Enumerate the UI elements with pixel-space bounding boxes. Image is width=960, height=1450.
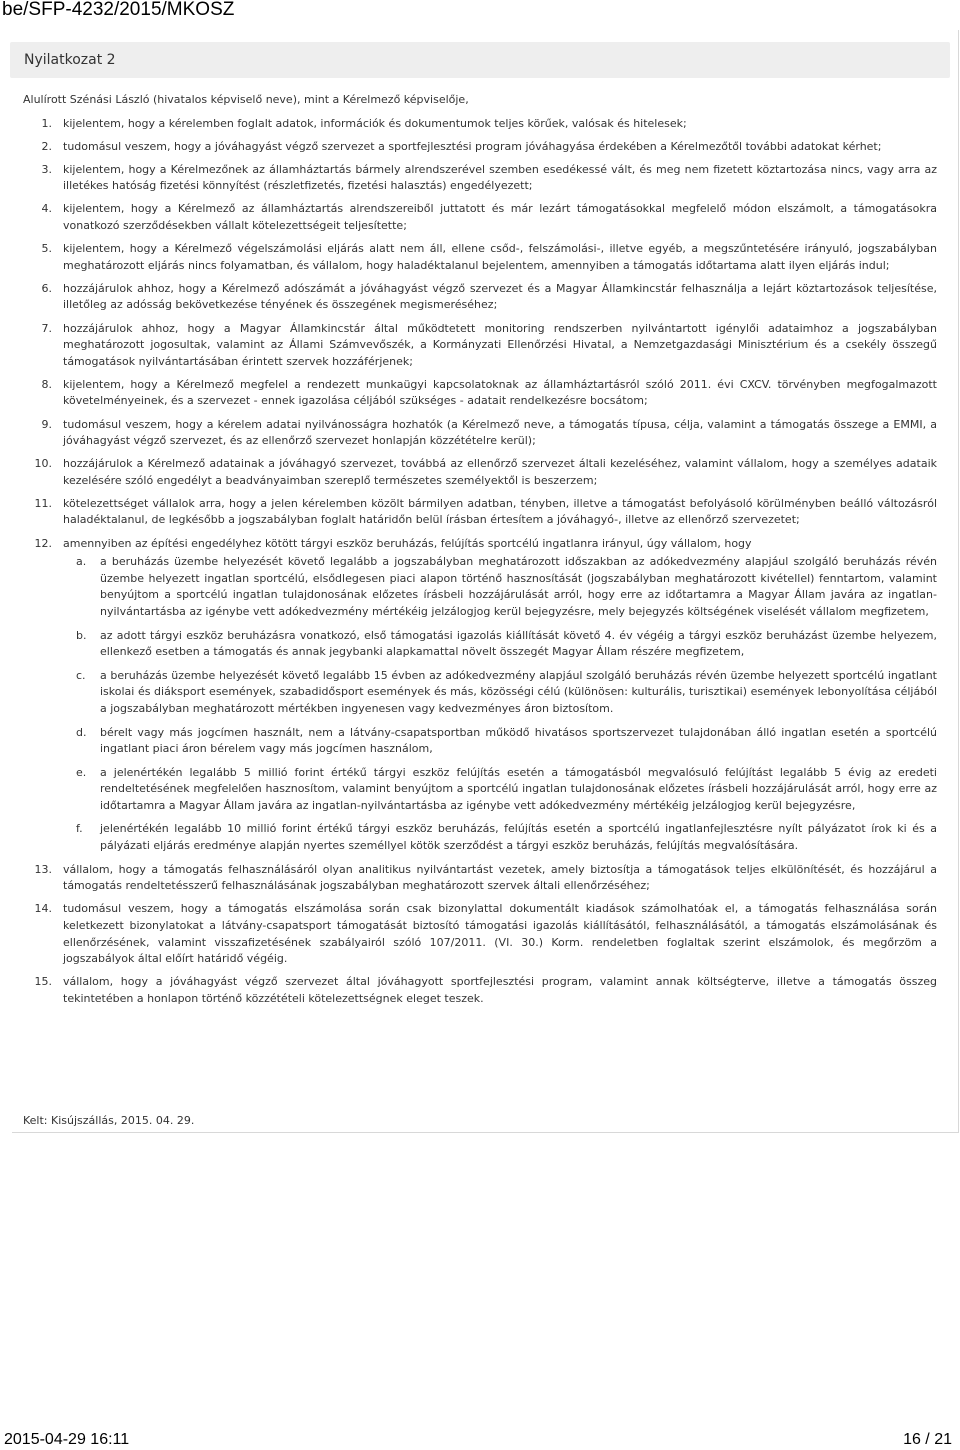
item-number: 10. — [34, 457, 52, 471]
sub-list-item — [63, 725, 937, 758]
item-text: tudomásul veszem, hogy a kérelem adatai nyilvánosságra hozhatók (a Kérelmező neve, a támogatás típusa, célja, valamint a támogatás összege a EMMI, a jóváhagyást végző szervezet, és az ellenőrző szervezet honlapján közzétételre kerül); — [63, 417, 937, 448]
list-item — [23, 116, 937, 133]
item-number: 1. — [41, 116, 52, 130]
list-item — [23, 139, 937, 156]
footer-timestamp: 2015-04-29 16:11 — [4, 1431, 130, 1448]
item-text: kijelentem, hogy a Kérelmező végelszámolási eljárás alatt nem áll, ellene csőd-, felszámolási-, illetve egyéb, a megszűntetésére irányuló, jogszabályban meghatározott eljárás nincs folyamatban, és vállalom, hogy haladéktalanul bejelentem, amennyiben a támogatás időtartama alatt ilyen eljárás indul; — [63, 242, 937, 272]
item-number: 6. — [41, 281, 52, 295]
sub-list — [63, 554, 937, 855]
item-text: hozzájárulok a Kérelmező adatainak a jóváhagyó szervezet, továbbá az ellenőrző szervezet általi kezeléséhez, valamint vállalom, hogy a személyes adataik kezelésére szóló engedélyt a beadványaimban szereplő természetes személyektől is beszerzem; — [63, 457, 937, 487]
sub-list-item — [63, 628, 937, 661]
sub-list-item — [63, 554, 937, 620]
intro-text: Alulírott Szénási László (hivatalos képviselő neve), mint a Kérelmező képviselője, — [23, 93, 469, 106]
sub-list-item — [63, 765, 937, 815]
sub-item-letter: d. — [76, 725, 87, 739]
list-item — [23, 456, 937, 489]
item-text: tudomásul veszem, hogy a jóváhagyást végző szervezet a sportfejlesztési program jóváhagyása érdekében a Kérelmezőtől további adatokat kérhet; — [63, 139, 882, 153]
item-number: 12. — [34, 536, 52, 550]
list-item — [23, 417, 937, 450]
signature-date: Kelt: Kisújszállás, 2015. 04. 29. — [23, 1114, 195, 1127]
list-item — [23, 901, 937, 967]
list-item — [23, 281, 937, 314]
sub-item-text: a beruházás üzembe helyezését követő legalább 15 évben az adókedvezmény alapjául szolgáló beruházás révén üzembe helyezett sportcélú ingatlant iskolai és diáksport események, szabadidősport események és más, közösségi célú (különösen: kulturális, turisztikai) események lebonyolítása céljából a jogszabályban meghatározott mértékben ingyenesen vagy kedvezményes áron biztosítom. — [100, 668, 937, 715]
item-number: 11. — [34, 496, 52, 510]
list-item — [23, 377, 937, 410]
item-number: 7. — [41, 321, 52, 335]
page-number: 16 / 21 — [903, 1431, 952, 1448]
list-item — [23, 162, 937, 195]
list-item — [23, 241, 937, 274]
declaration-body — [23, 92, 937, 1014]
item-number: 15. — [34, 975, 52, 989]
sub-item-letter: f. — [76, 822, 83, 836]
item-number: 2. — [41, 139, 52, 153]
list-item — [23, 974, 937, 1007]
item-number: 14. — [34, 902, 52, 916]
item-text: hozzájárulok ahhoz, hogy a Kérelmező adószámát a jóváhagyást végző szervezet és a Magyar Államkincstár felhasználja a lejárt köztartozások teljesítése, illetőleg az adósság bekövetkezése tényének és összegének megismeréséhez; — [63, 281, 937, 312]
sub-list-item — [63, 821, 937, 854]
item-text: kijelentem, hogy a Kérelmező az államháztartás alrendszereiből juttatott és már lezárt támogatásokkal megfelelő módon elszámolt, a támogatásokra vonatkozó szerződésekben vállalt kötelezettségeit teljesítette; — [63, 202, 937, 233]
item-text: hozzájárulok ahhoz, hogy a Magyar Államkincstár által működtetett monitoring rendszerben nyilvántartott igénylői adataimhoz a jogszabályban meghatározott jogosultak, valamint az Állami Számvevőszék, a Kormányzati Ellenőrzési Hivatal, a Nemzetgazdasági Minisztérium és a csekély összegű támogatások nyilvántartásában érintett szervek hozzáférjenek; — [63, 321, 937, 368]
item-number: 4. — [41, 202, 52, 216]
sub-item-letter: b. — [76, 628, 87, 642]
list-item — [23, 536, 937, 855]
item-text: kijelentem, hogy a Kérelmezőnek az államháztartás bármely alrendszerével szemben esedékessé vált, és meg nem fizetett köztartozása nincs, vagy arra az illetékes hatóság fizetési könnyítést (részletfizetés, fizetési halasztás) engedélyezett; — [63, 162, 937, 193]
sub-list-item — [63, 668, 937, 718]
item-text: kijelentem, hogy a kérelemben foglalt adatok, információk és dokumentumok teljes körűek, valósak és hitelesek; — [63, 116, 687, 130]
sub-item-text: a jelenértékén legalább 5 millió forint értékű tárgyi eszköz felújítás esetén a támogatásból megvalósuló felújítást legalább 5 évig az eredeti rendeltetésének megfelelően hasznosítom, valamint benyújtom a sportcélú ingatlan tulajdonosának előzetes írásbeli hozzájárulását arról, hogy erre az időtartamra a Magyar Állam javára az ingatlan-nyilvántartásba az igénybe vett adókedvezmény mértékéig jelzálogjog kerül bejegyzésre, — [100, 765, 937, 812]
item-text: kijelentem, hogy a Kérelmező megfelel a rendezett munkaügyi kapcsolatoknak az államháztartásról szóló 2011. évi CXCV. törvényben megfogalmazott követelményeinek, és a szervezet - ennek igazolása céljából szükséges - adatait rendelkezésre bocsátom; — [63, 377, 937, 408]
list-item — [23, 201, 937, 234]
section-title: Nyilatkozat 2 — [24, 52, 116, 68]
list-item — [23, 496, 937, 529]
declaration-list — [23, 116, 937, 1008]
list-item — [23, 862, 937, 895]
item-text: vállalom, hogy a jóváhagyást végző szervezet által jóváhagyott sportfejlesztési program, valamint annak költségterve, illetve a támogatás összeg tekintetében a honlapon történő közzétételi kötelezettségnek eleget teszek. — [63, 975, 937, 1005]
document-id: be/SFP-4232/2015/MKOSZ — [2, 0, 235, 20]
sub-item-letter: e. — [76, 765, 87, 779]
item-number: 8. — [41, 377, 52, 391]
list-item — [23, 321, 937, 371]
item-number: 9. — [41, 417, 52, 431]
item-number: 13. — [34, 862, 52, 876]
sub-item-letter: a. — [76, 555, 87, 569]
item-text: tudomásul veszem, hogy a támogatás elszámolása során csak bizonylattal dokumentált kiadások számolhatóak el, a támogatás felhasználása során keletkezett bizonylatokat a látvány-csapatsport támogatását biztosító támogatási igazolás kiállításától, felhasználásától, a támogatás elszámolásának és ellenőrzésének, valamint visszafizetésének szabályairól szóló 107/2011. (VI. 30.) Korm. rendeletben foglaltak szerint elszámolok, és megőrzöm a jogszabályok által előírt határidő végéig. — [63, 902, 937, 966]
item-text: amennyiben az építési engedélyhez kötött tárgyi eszköz beruházás, felújítás sportcélú ingatlanra irányul, úgy vállalom, hogy — [63, 536, 752, 550]
section-header — [10, 42, 950, 78]
item-number: 3. — [41, 162, 52, 176]
item-text: vállalom, hogy a támogatás felhasználásáról olyan analitikus nyilvántartást vezetek, amely biztosítja a támogatások teljes elkülönítését, és hozzájárul a támogatás rendeltetésszerű felhasználásának jogszabályban meghatározott szervek általi ellenőrzéséhez; — [63, 862, 937, 893]
sub-item-text: jelenértékén legalább 10 millió forint értékű tárgyi eszköz beruházás, felújítás esetén a sportcélú ingatlanfejlesztésre nyílt pályázatot írok ki és a pályázati eljárás eredménye alapján nyertes személlyel kötök szerződést a tárgyi eszköz beruházás, felújítás megvalósítására. — [100, 822, 937, 853]
sub-item-letter: c. — [76, 668, 86, 682]
sub-item-text: bérelt vagy más jogcímen használt, nem a látvány-csapatsportban működő hivatásos sportszervezet tulajdonában álló ingatlan esetén a sportcélú ingatlant piaci áron bérelem vagy más jogcímen használom, — [100, 725, 937, 756]
item-text: kötelezettséget vállalok arra, hogy a jelen kérelemben közölt bármilyen adatban, tényben, illetve a támogatást befolyásoló körülményben beálló változásról haladéktalanul, de legkésőbb a jogszabályban foglalt határidőn belül írásban értesítem a jóváhagyó-, illetve az ellenőrző szervezetet; — [63, 496, 937, 527]
sub-item-text: a beruházás üzembe helyezését követő legalább a jogszabályban meghatározott időszakban az adókedvezmény alapjául szolgáló beruházás révén üzembe helyezett ingatlan sportcélú, elsődlegesen piaci alapon történő hasznosítását (jogszabályban meghatározott kivétellel) fenntartom, valamint benyújtom a sportcélú ingatlan tulajdonosának előzetes írásbeli hozzájárulását arról, hogy erre az időtartamra a Magyar Állam javára az ingatlan-nyilvántartásba az igénybe vett adókedvezmény mértékéig jelzálogjog kerül bejegyzésre, mely bejegyzés költségének viselését vállalom megfizetem, — [100, 555, 937, 618]
item-number: 5. — [41, 242, 52, 256]
sub-item-text: az adott tárgyi eszköz beruházásra vonatkozó, első támogatási igazolás kiállítását követő 4. év végéig a tárgyi eszköz beruházást üzembe helyezem, ellenkező esetben a támogatás és annak jegybanki alapkamattal növelt összegét Magyar Állam részére megfizetem, — [100, 628, 937, 659]
